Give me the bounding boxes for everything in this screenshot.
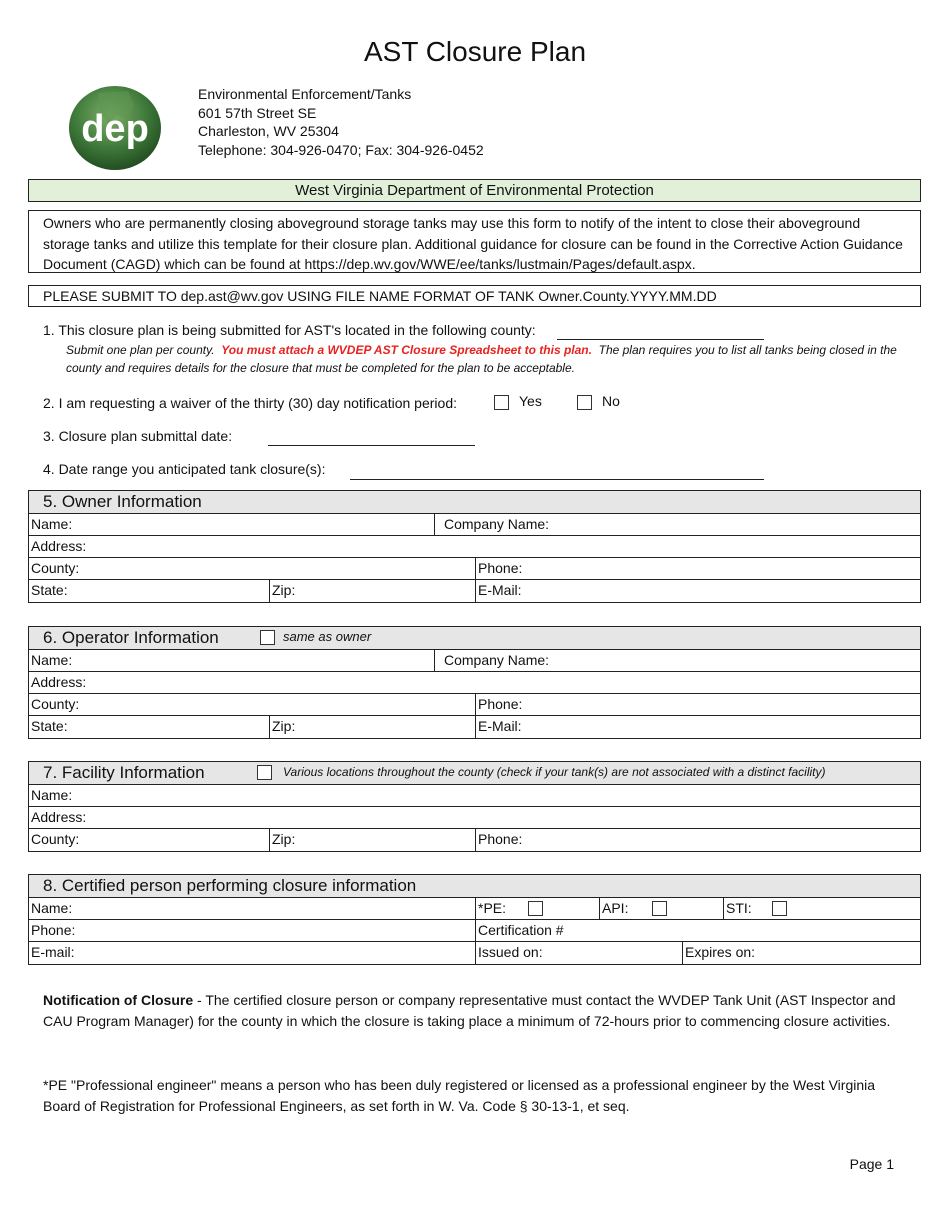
submit-instructions: PLEASE SUBMIT TO dep.ast@wv.gov USING FILE NAME FORMAT OF TANK Owner.County.YYYY.MM.DD <box>28 285 921 307</box>
owner-row-county <box>29 558 920 580</box>
notification-bold: Notification of Closure <box>43 992 194 1008</box>
address-line-4: Telephone: 304-926-0470; Fax: 304-926-0452 <box>198 141 484 158</box>
same-as-owner-label: same as owner <box>283 629 372 644</box>
owner-company-field[interactable]: Company Name: <box>434 514 922 535</box>
q4-label: 4. Date range you anticipated tank closure(s): <box>43 461 326 477</box>
owner-address-field[interactable]: Address: <box>31 538 87 554</box>
facility-phone-field[interactable]: Phone: <box>475 829 922 851</box>
operator-state-field[interactable]: State: <box>31 718 68 734</box>
facility-heading: 7. Facility Information <box>43 763 205 782</box>
operator-heading: 6. Operator Information <box>43 628 219 647</box>
logo-text: dep <box>81 108 149 150</box>
department-banner: West Virginia Department of Environmental Protection <box>28 179 921 202</box>
certified-row-phone <box>29 920 920 942</box>
operator-phone-field[interactable]: Phone: <box>475 694 922 715</box>
certification-number-field[interactable]: Certification # <box>475 920 922 941</box>
certified-name-field[interactable]: Name: <box>31 900 73 916</box>
q3-label: 3. Closure plan submittal date: <box>43 428 233 444</box>
q2-no-checkbox[interactable] <box>577 395 592 410</box>
q1-note-red: You must attach a WVDEP AST Closure Spreadsheet to this plan. <box>221 343 592 357</box>
owner-header <box>29 491 920 514</box>
facility-header <box>29 762 920 785</box>
owner-row-address <box>29 536 920 558</box>
expires-on-field[interactable]: Expires on: <box>682 942 922 964</box>
owner-county-field[interactable]: County: <box>31 560 80 576</box>
facility-address-field[interactable]: Address: <box>31 809 87 825</box>
owner-name-field[interactable]: Name: <box>31 516 73 532</box>
pe-checkbox[interactable] <box>528 901 543 916</box>
same-as-owner-checkbox[interactable] <box>260 630 275 645</box>
api-checkbox[interactable] <box>652 901 667 916</box>
facility-row-county <box>29 829 920 851</box>
owner-email-field[interactable]: E-Mail: <box>475 580 922 602</box>
various-locations-label: Various locations throughout the county (check if your tank(s) are not associated with a distinct facility) <box>283 765 826 779</box>
q2-label: 2. I am requesting a waiver of the thirty (30) day notification period: <box>43 395 457 411</box>
q2-no-label: No <box>602 393 620 409</box>
q2-yes-checkbox[interactable] <box>494 395 509 410</box>
address-line-3: Charleston, WV 25304 <box>198 123 339 139</box>
operator-email-field[interactable]: E-Mail: <box>475 716 922 738</box>
owner-section <box>28 490 921 603</box>
certified-email-field[interactable]: E-mail: <box>31 944 75 960</box>
facility-row-name <box>29 785 920 807</box>
operator-name-field[interactable]: Name: <box>31 652 73 668</box>
owner-row-state <box>29 580 920 602</box>
pe-cell: *PE: <box>475 898 599 919</box>
owner-state-field[interactable]: State: <box>31 582 68 598</box>
operator-header <box>29 627 920 650</box>
q1-county-field[interactable] <box>557 339 764 340</box>
page-number: Page 1 <box>849 1156 894 1172</box>
various-locations-checkbox[interactable] <box>257 765 272 780</box>
facility-zip-field[interactable]: Zip: <box>269 829 475 851</box>
api-cell: API: <box>599 898 723 919</box>
address-line-2: 601 57th Street SE <box>198 104 317 121</box>
notification-paragraph <box>43 990 913 1032</box>
operator-address-field[interactable]: Address: <box>31 674 87 690</box>
facility-section <box>28 761 921 852</box>
operator-county-field[interactable]: County: <box>31 696 80 712</box>
operator-zip-field[interactable]: Zip: <box>269 716 475 738</box>
owner-row-name <box>29 514 920 536</box>
q4-date-range-field[interactable] <box>350 479 764 480</box>
notification-text: - The certified closure person or company representative must contact the WVDEP Tank Unit (AST Inspector and CAU Program Manager) for the county in which the closure is taking place a minimum of 72-hours prior to commencing closure activities. <box>43 992 896 1029</box>
certified-header <box>29 875 920 898</box>
q2-yes-label: Yes <box>519 393 542 409</box>
sti-cell: STI: <box>723 898 922 919</box>
q3-date-field[interactable] <box>268 445 475 446</box>
pe-definition: *PE "Professional engineer" means a person who has been duly registered or licensed as a professional engineer by the West Virginia Board of Registration for Professional Engineers, as set forth in W. Va. Code § 30-13-1, et seq. <box>43 1077 876 1114</box>
owner-heading: 5. Owner Information <box>43 492 202 511</box>
facility-name-field[interactable]: Name: <box>31 787 73 803</box>
certified-heading: 8. Certified person performing closure information <box>43 876 417 895</box>
issued-on-field[interactable]: Issued on: <box>475 942 682 964</box>
q1-note-b: The plan requires you to list all tanks being closed in the county and requires details for the closure that must be completed for the plan to be acceptable. <box>66 343 897 375</box>
dep-logo <box>68 85 162 171</box>
q1-label: 1. This closure plan is being submitted for AST's located in the following county: <box>43 322 536 338</box>
certified-row-email <box>29 942 920 964</box>
owner-zip-field[interactable]: Zip: <box>269 580 475 602</box>
page-title: AST Closure Plan <box>363 36 587 67</box>
facility-county-field[interactable]: County: <box>31 831 80 847</box>
intro-text: Owners who are permanently closing aboveground storage tanks may use this form to notify of the intent to close their aboveground storage tanks and utilize this template for their closure plan. Additional guidance for closure can be found in the Corrective Action Guidance Document (CAGD) which can be found at https://dep.wv.gov/WWE/ee/tanks/lustmain/Pages/default.aspx. <box>28 210 921 273</box>
q1-note <box>66 341 926 377</box>
address-line-1: Environmental Enforcement/Tanks <box>198 86 412 102</box>
certified-section <box>28 874 921 965</box>
agency-address <box>198 85 484 159</box>
operator-row-county <box>29 694 920 716</box>
operator-company-field[interactable]: Company Name: <box>434 650 922 671</box>
certified-phone-field[interactable]: Phone: <box>31 922 76 938</box>
certified-row-name <box>29 898 920 920</box>
sti-checkbox[interactable] <box>772 901 787 916</box>
owner-phone-field[interactable]: Phone: <box>475 558 922 579</box>
operator-row-state <box>29 716 920 738</box>
operator-section <box>28 626 921 739</box>
operator-row-name <box>29 650 920 672</box>
q1-note-a: Submit one plan per county. <box>66 343 215 357</box>
operator-row-address <box>29 672 920 694</box>
facility-row-address <box>29 807 920 829</box>
